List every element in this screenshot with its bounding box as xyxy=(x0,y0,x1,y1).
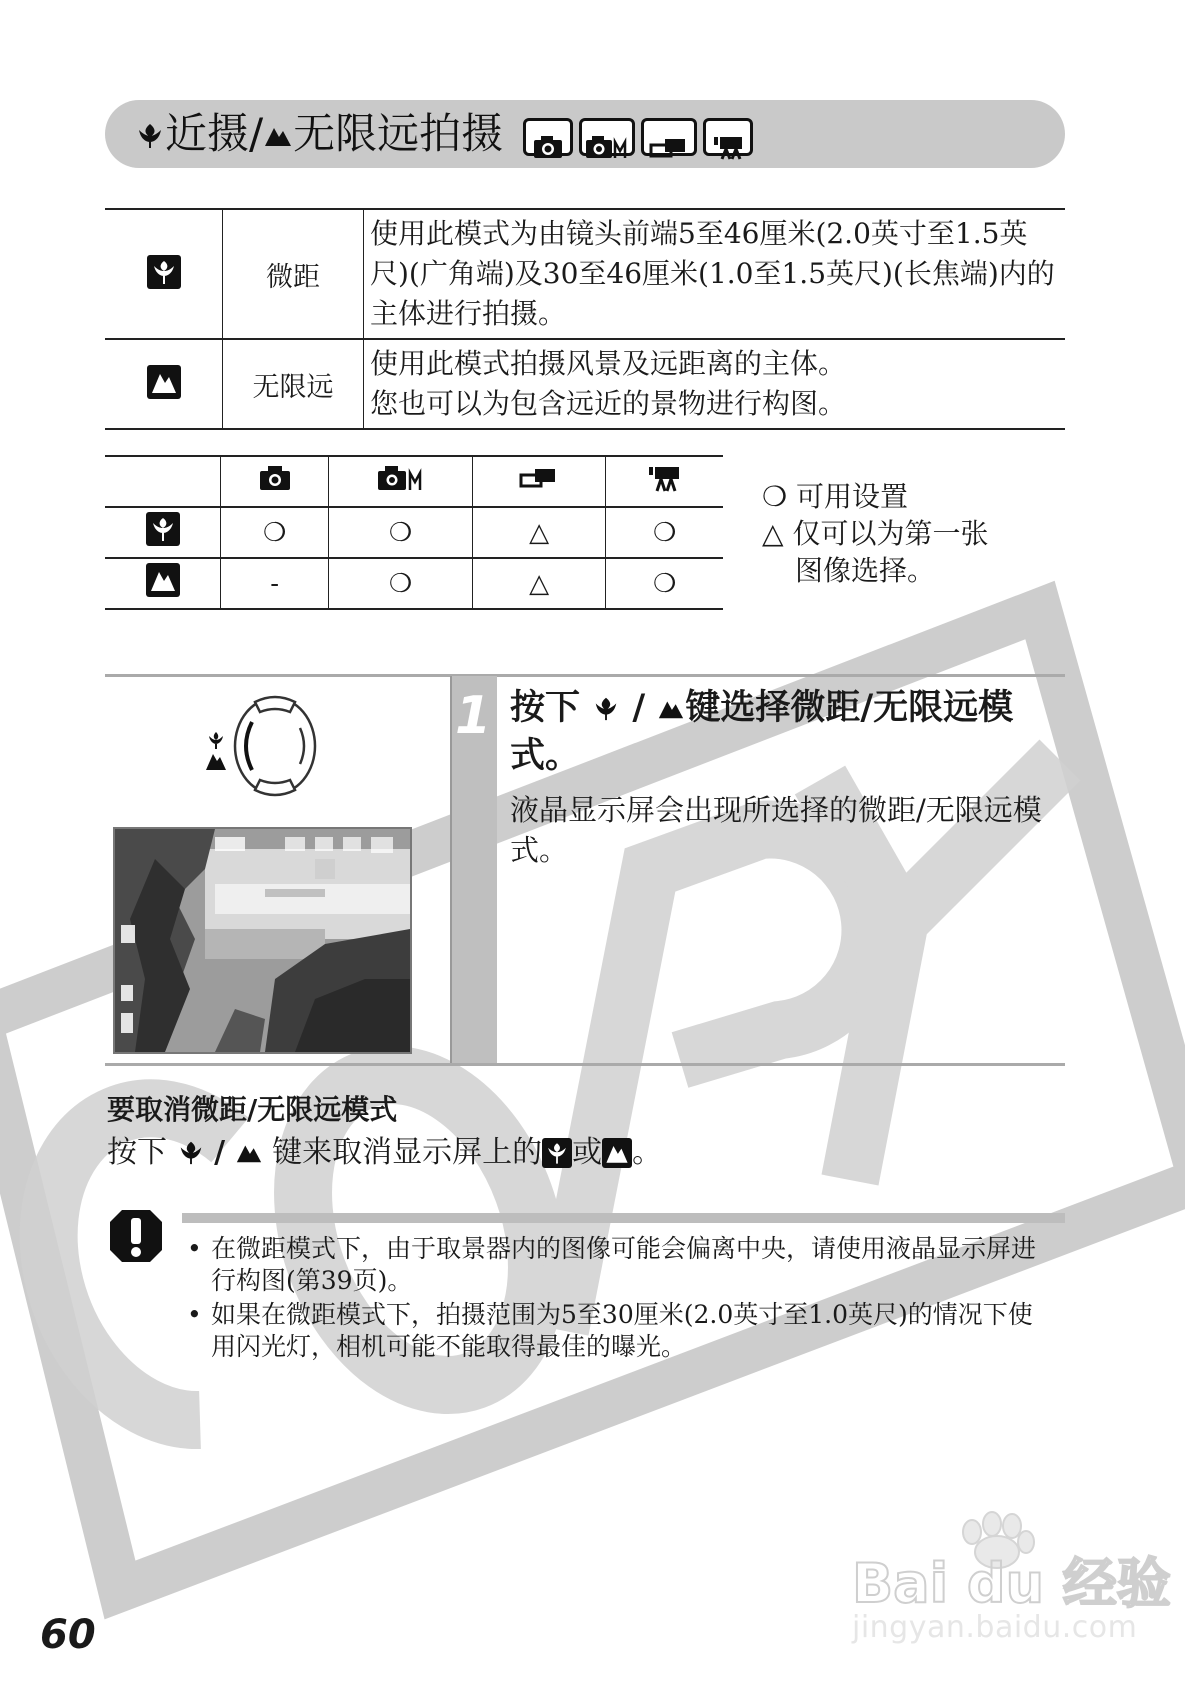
legend-symbol: ❍ xyxy=(762,480,788,513)
bullet: • xyxy=(187,1234,202,1263)
infinity-icon xyxy=(263,120,293,150)
availability-cell: - xyxy=(221,558,329,609)
manual-mode-icon xyxy=(579,118,635,156)
infinity-icon xyxy=(657,694,685,722)
lcd-scene-image xyxy=(115,829,410,1052)
infinity-cell xyxy=(105,339,223,429)
row-icon-cell xyxy=(105,507,221,558)
legend-item xyxy=(762,552,988,589)
title-macro-label: 近摄/ xyxy=(165,109,264,158)
table-row xyxy=(105,339,1065,429)
cancel-instruction xyxy=(107,1133,662,1173)
macro-icon xyxy=(147,255,181,289)
baidu-jingyan-logo xyxy=(852,1510,1171,1645)
cancel-text: 按下 xyxy=(107,1135,167,1170)
section-title-banner xyxy=(105,100,1065,168)
table-row xyxy=(105,507,723,558)
table-row xyxy=(105,558,723,609)
note-text: 如果在微距模式下，拍摄范围为5至30厘米(2.0英寸至1.0英尺)的情况下使用闪光灯，相机可能不能取得最佳的曝光。 xyxy=(211,1300,1033,1361)
baidu-site-url: jingyan.baidu.com xyxy=(852,1610,1138,1645)
macro-cell xyxy=(105,209,223,339)
macro-icon xyxy=(177,1138,205,1166)
infinity-icon xyxy=(235,1138,263,1166)
step-title xyxy=(510,684,1055,780)
description-line: 使用此模式拍摄风景及远距离的主体。 xyxy=(370,347,847,380)
mode-name: 微距 xyxy=(223,209,364,339)
column-manual-mode xyxy=(329,456,473,507)
step-top-rule xyxy=(105,674,1065,677)
caution-notes xyxy=(185,1233,1045,1365)
caution-icon xyxy=(108,1208,164,1264)
lcd-screen-preview xyxy=(113,827,412,1054)
mode-description xyxy=(364,339,1066,429)
macro-icon xyxy=(146,512,180,546)
controller-diagram xyxy=(190,688,340,808)
bullet: • xyxy=(187,1300,202,1329)
legend-symbol: △ xyxy=(762,517,784,550)
mode-name: 无限远 xyxy=(223,339,364,429)
note-item xyxy=(185,1233,1045,1297)
table-header-row xyxy=(105,456,723,507)
availability-cell: △ xyxy=(472,507,605,558)
column-stitch-assist xyxy=(472,456,605,507)
header-empty-cell xyxy=(105,456,221,507)
macro-icon xyxy=(135,120,165,150)
legend-label: 可用设置 xyxy=(796,480,909,513)
section-title xyxy=(135,106,753,162)
infinity-icon xyxy=(146,563,180,597)
stitch-assist-icon xyxy=(641,118,697,156)
controller-dial xyxy=(235,697,315,795)
step-number: 1 xyxy=(455,686,492,746)
availability-cell: ❍ xyxy=(606,558,723,609)
legend-item xyxy=(762,478,988,515)
cancel-heading: 要取消微距/无限远模式 xyxy=(107,1093,398,1126)
manual-mode-icon xyxy=(374,463,428,493)
slash-separator: / xyxy=(214,1135,226,1170)
availability-cell: ❍ xyxy=(606,507,723,558)
legend-item xyxy=(762,515,988,552)
availability-cell: ❍ xyxy=(329,507,473,558)
table-row xyxy=(105,209,1065,339)
note-text: 在微距模式下，由于取景器内的图像可能会偏离中央，请使用液晶显示屏进行构图(第39页)。 xyxy=(211,1234,1037,1295)
auto-mode-icon xyxy=(523,118,573,156)
infinity-icon xyxy=(147,365,181,399)
macro-icon xyxy=(542,1138,572,1168)
macro-icon xyxy=(209,732,223,749)
availability-legend xyxy=(762,478,988,589)
baidu-brand-text: Bai du 经验 xyxy=(852,1552,1171,1615)
step-title-part: 键选择微距/无限远模式。 xyxy=(510,688,1014,776)
step-description: 液晶显示屏会出现所选择的微距/无限远模式。 xyxy=(510,793,1042,867)
legend-label: 图像选择。 xyxy=(795,554,936,587)
cancel-text: 。 xyxy=(632,1135,663,1170)
step-title-part: 按下 xyxy=(510,688,581,728)
macro-icon xyxy=(592,694,620,722)
mode-description: 使用此模式为由镜头前端5至46厘米(2.0英寸至1.5英尺)(广角端)及30至46厘米(1.0至1.5英尺)(长焦端)内的主体进行拍摄。 xyxy=(364,209,1066,339)
legend-label: 仅可以为第一张 xyxy=(792,517,989,550)
stitch-assist-icon xyxy=(514,463,564,493)
page-number: 60 xyxy=(40,1612,96,1658)
baidu-paw-icon xyxy=(852,1510,1171,1615)
cancel-text: 键来取消显示屏上的 xyxy=(272,1135,543,1170)
movie-mode-icon xyxy=(703,118,753,156)
mode-availability-table xyxy=(105,455,723,610)
mode-description-table xyxy=(105,208,1065,430)
column-movie-mode xyxy=(606,456,723,507)
note-item xyxy=(185,1299,1045,1363)
description-line: 您也可以为包含远近的景物进行构图。 xyxy=(370,387,847,420)
column-auto-mode xyxy=(221,456,329,507)
availability-cell: ❍ xyxy=(329,558,473,609)
slash-separator: / xyxy=(632,688,646,728)
auto-mode-icon xyxy=(255,463,295,493)
row-icon-cell xyxy=(105,558,221,609)
infinity-icon xyxy=(206,754,226,770)
step-bottom-rule xyxy=(105,1063,1065,1066)
availability-cell: ❍ xyxy=(221,507,329,558)
title-infinity-label: 无限远拍摄 xyxy=(293,109,504,158)
movie-mode-icon xyxy=(643,462,687,494)
infinity-icon xyxy=(602,1138,632,1168)
notes-rule xyxy=(182,1213,1065,1223)
availability-cell: △ xyxy=(472,558,605,609)
cancel-text: 或 xyxy=(572,1135,603,1170)
